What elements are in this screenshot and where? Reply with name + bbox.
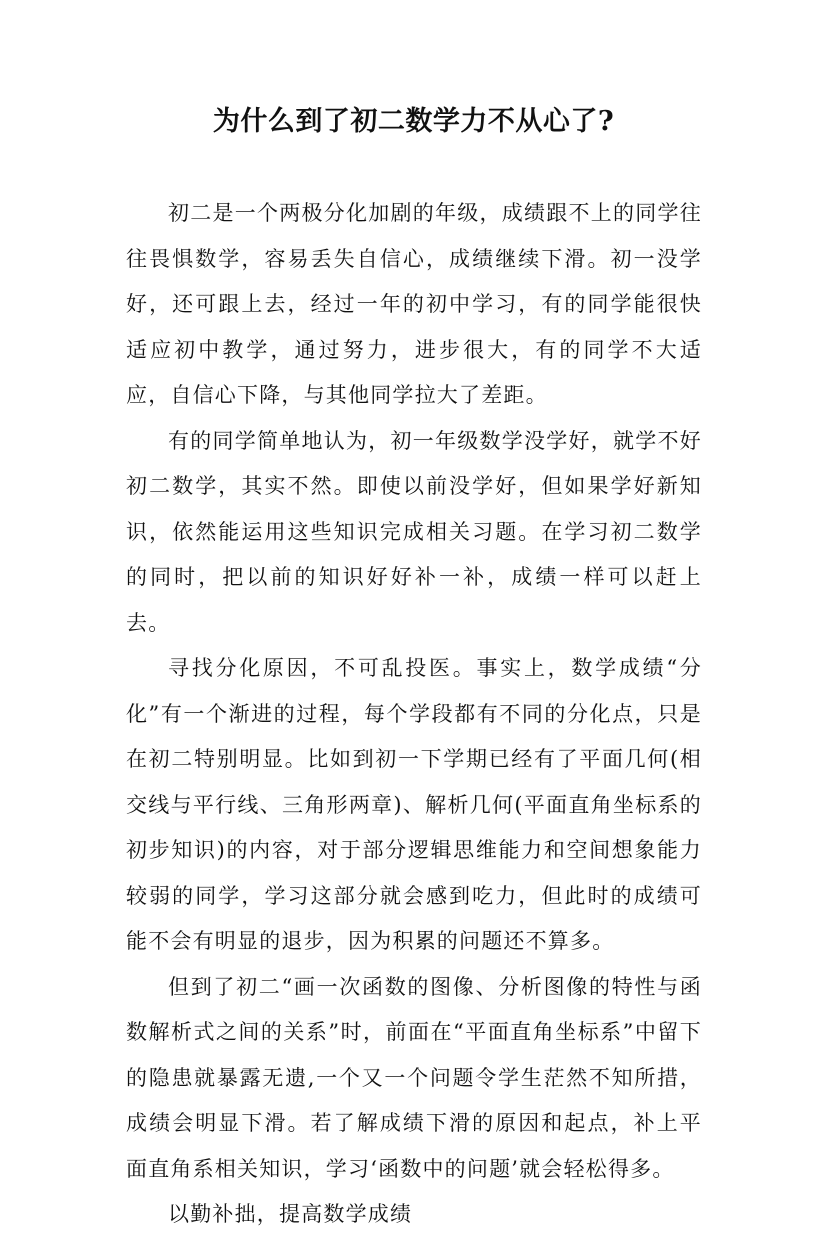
paragraph-4: 但到了初二“画一次函数的图像、分析图像的特性与函数解析式之间的关系”时，前面在“平面直角坐标系”中留下的隐患就暴露无遗,一个又一个问题令学生茫然不知所措，成绩会明显下滑。若了解成绩下滑的原因和起点，补上平面直角系相关知识，学习‘函数中的问题’就会轻松得多。 [126, 974, 702, 1181]
section-heading: 以勤补拙，提高数学成绩 [168, 1202, 413, 1226]
paragraph-2: 有的同学简单地认为，初一年级数学没学好，就学不好初二数学，其实不然。即使以前没学好，但如果学好新知识，依然能运用这些知识完成相关习题。在学习初二数学的同时，把以前的知识好好补一补，成绩一样可以赶上去。 [126, 428, 702, 635]
paragraph-3: 寻找分化原因，不可乱投医。事实上，数学成绩“分化”有一个渐进的过程，每个学段都有不同的分化点，只是在初二特别明显。比如到初一下学期已经有了平面几何(相交线与平行线、三角形两章)、解析几何(平面直角坐标系的初步知识)的内容，对于部分逻辑思维能力和空间想象能力较弱的同学，学习这部分就会感到吃力，但此时的成绩可能不会有明显的退步，因为积累的问题还不算多。 [126, 656, 702, 953]
document-body [126, 191, 702, 1238]
document-title: 为什么到了初二数学力不从心了? [212, 106, 615, 137]
paragraph-1: 初二是一个两极分化加剧的年级，成绩跟不上的同学往往畏惧数学，容易丢失自信心，成绩继续下滑。初一没学好，还可跟上去，经过一年的初中学习，有的同学能很快适应初中教学，通过努力，进步很大，有的同学不大适应，自信心下降，与其他同学拉大了差距。 [126, 201, 702, 407]
